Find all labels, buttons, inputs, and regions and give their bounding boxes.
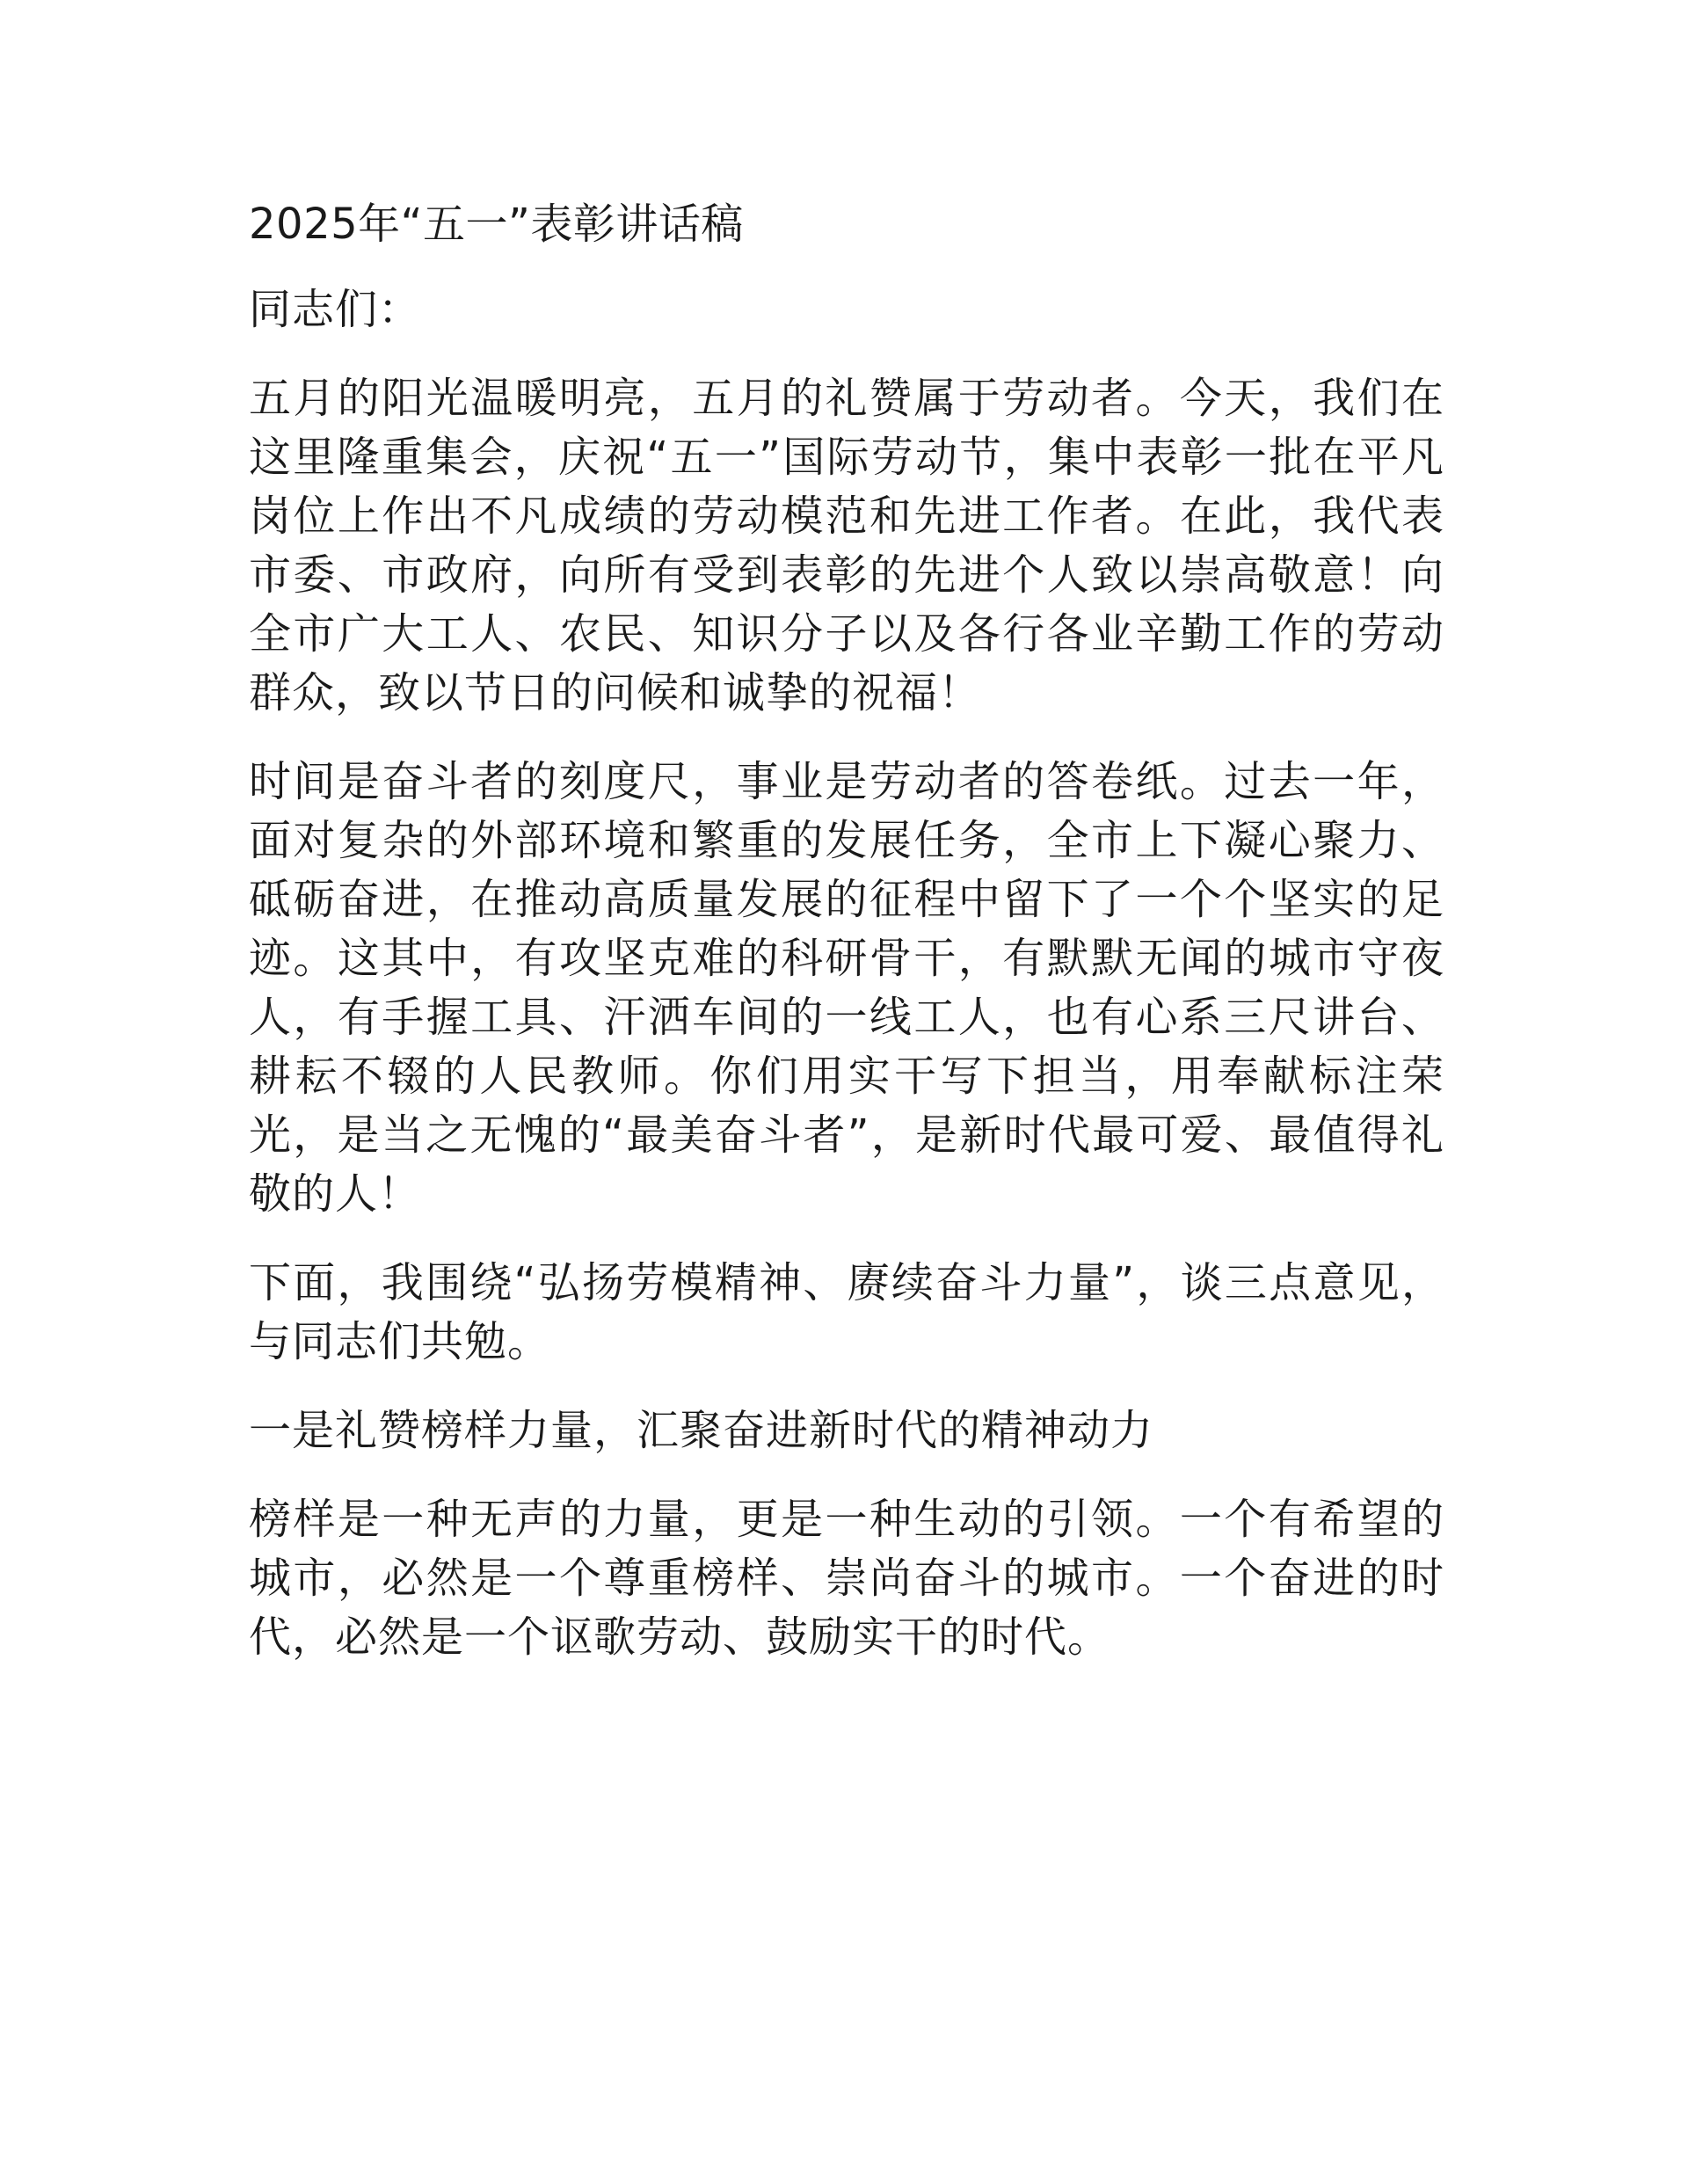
- document-page: [249, 195, 1444, 1697]
- section-heading-1: 一是礼赞榜样力量，汇聚奋进新时代的精神动力: [249, 1406, 1154, 1456]
- paragraph-section-1: 榜样是一种无声的力量，更是一种生动的引领。一个有希望的城市，必然是一个尊重榜样、崇尚奋斗的城市。一个奋进的时代，必然是一个讴歌劳动、鼓励实干的时代。: [249, 1495, 1444, 1663]
- document-title: 2025年“五一”表彰讲话稿: [249, 200, 744, 249]
- paragraph-achievements: 时间是奋斗者的刻度尺，事业是劳动者的答卷纸。过去一年，面对复杂的外部环境和繁重的发展任务，全市上下凝心聚力、砥砺奋进，在推动高质量发展的征程中留下了一个个坚实的足迹。这其中，有攻坚克难的科研骨干，有默默无闻的城市守夜人，有手握工具、汗洒车间的一线工人，也有心系三尺讲台、耕耘不辍的人民教师。你们用实干写下担当，用奉献标注荣光，是当之无愧的“最美奋斗者”，是新时代最可爱、最值得礼敬的人！: [249, 757, 1444, 1219]
- paragraph-outline: 下面，我围绕“弘扬劳模精神、赓续奋斗力量”，谈三点意见，与同志们共勉。: [249, 1258, 1444, 1367]
- salutation: 同志们：: [249, 285, 422, 335]
- paragraph-opening: 五月的阳光温暖明亮，五月的礼赞属于劳动者。今天，我们在这里隆重集会，庆祝“五一”国际劳动节，集中表彰一批在平凡岗位上作出不凡成绩的劳动模范和先进工作者。在此，我代表市委、市政府，向所有受到表彰的先进个人致以崇高敬意！向全市广大工人、农民、知识分子以及各行各业辛勤工作的劳动群众，致以节日的问候和诚挚的祝福！: [249, 374, 1444, 718]
